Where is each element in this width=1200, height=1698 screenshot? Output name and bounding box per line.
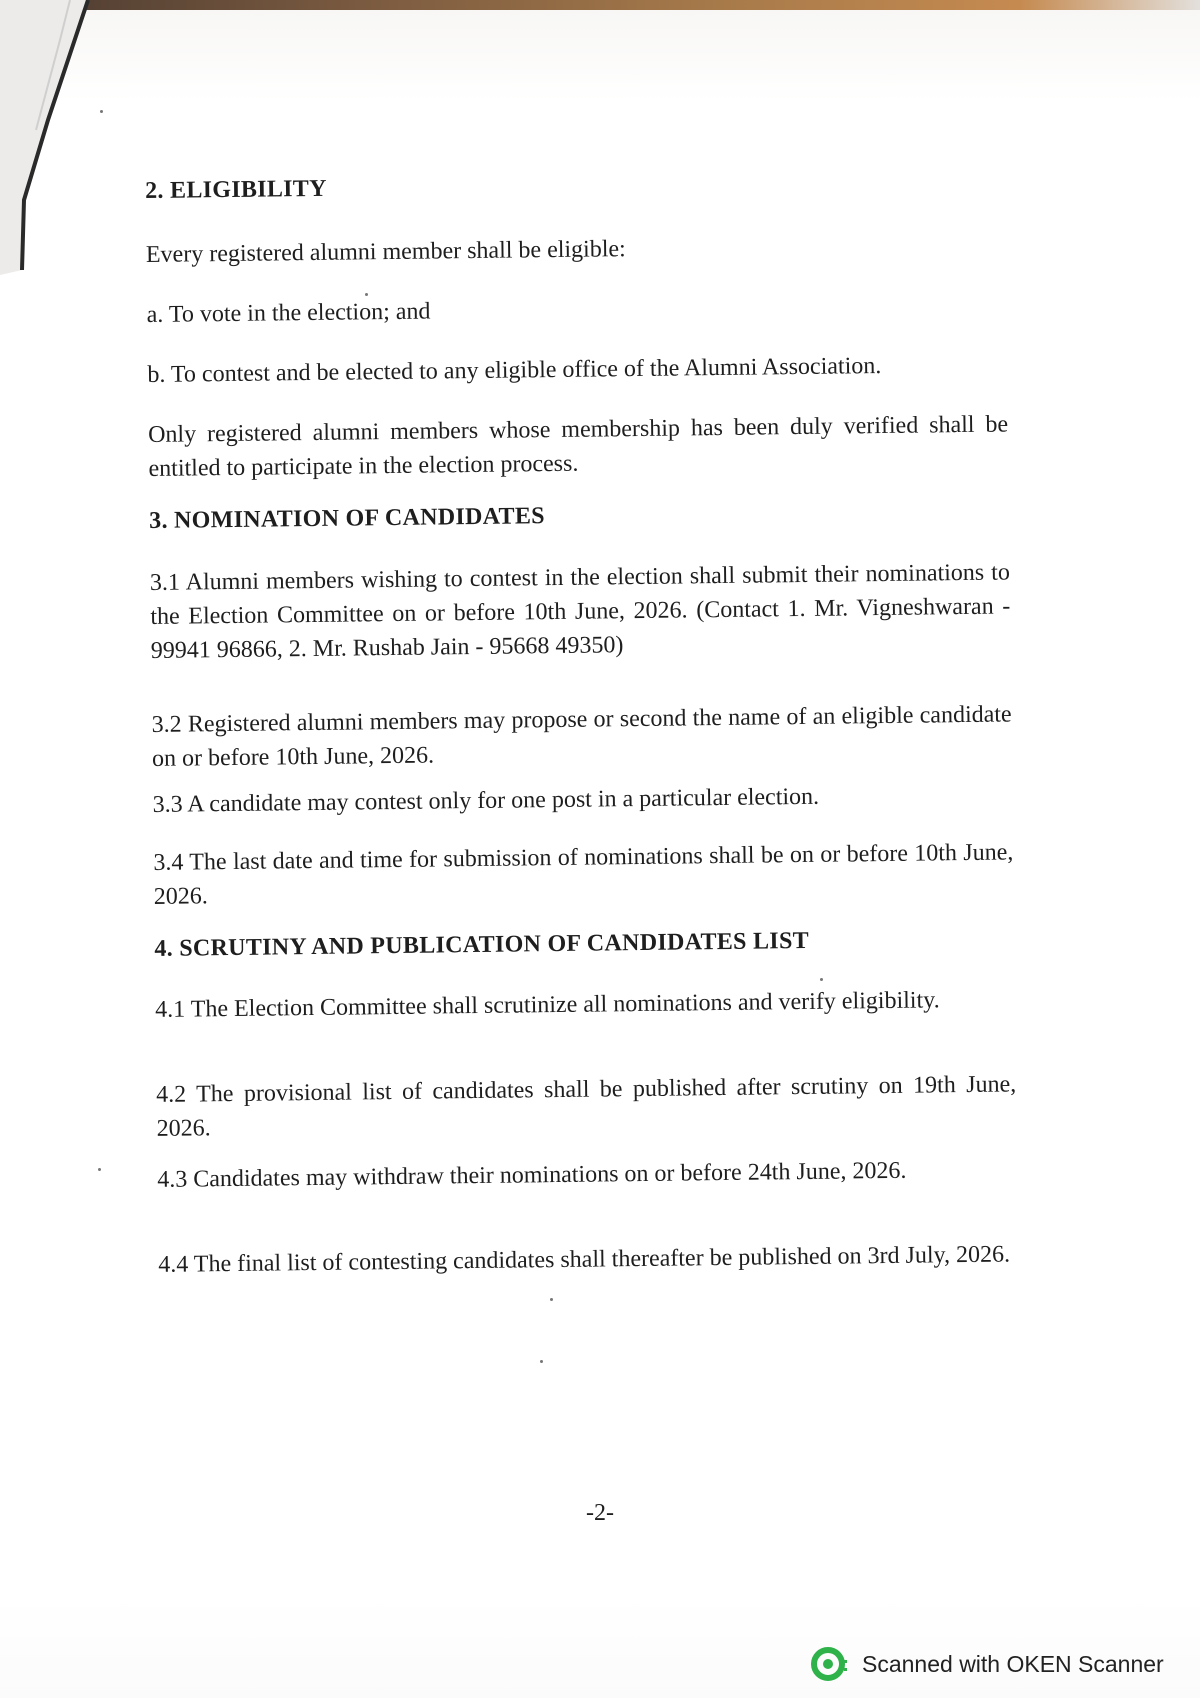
scan-speck — [540, 1360, 543, 1363]
scan-speck — [98, 1168, 101, 1171]
nomination-3-2: 3.2 Registered alumni members may propose or second the name of an eligible candidate on or before 10th June, 2026. — [151, 701, 1012, 772]
scanner-label: Scanned with OKEN Scanner — [862, 1650, 1164, 1677]
nomination-3-4: 3.4 The last date and time for submission of nominations shall be on or before 10th June, 2026. — [153, 839, 1014, 910]
eligibility-intro: Every registered alumni member shall be eligible: — [145, 236, 626, 268]
eligibility-item-b: b. To contest and be elected to any eligible office of the Alumni Association. — [147, 353, 882, 388]
scan-speck — [550, 1298, 553, 1301]
eligibility-note: Only registered alumni members whose membership has been duly verified shall be entitled to participate in the election process. — [147, 411, 1009, 482]
left-edge-fold — [0, 0, 120, 300]
oken-scanner-logo-icon — [810, 1644, 850, 1684]
scan-speck — [820, 978, 823, 981]
nomination-3-3: 3.3 A candidate may contest only for one post in a particular election. — [152, 783, 820, 818]
scanner-watermark — [810, 1644, 1164, 1684]
page-number: -2- — [586, 1500, 614, 1526]
section-4-heading: 4. SCRUTINY AND PUBLICATION OF CANDIDATES LIST — [154, 927, 810, 962]
scrutiny-4-3: 4.3 Candidates may withdraw their nominations on or before 24th June, 2026. — [157, 1157, 907, 1193]
scrutiny-4-1: 4.1 The Election Committee shall scrutinize all nominations and verify eligibility. — [155, 987, 940, 1023]
section-3-heading: 3. NOMINATION OF CANDIDATES — [149, 503, 546, 534]
scrutiny-4-4: 4.4 The final list of contesting candidates shall thereafter be published on 3rd July, 2026. — [158, 1241, 1011, 1278]
document-body — [145, 167, 1025, 1278]
top-edge-shadow — [0, 0, 1200, 10]
scrutiny-4-2: 4.2 The provisional list of candidates shall be published after scrutiny on 19th June, 2026. — [156, 1071, 1017, 1142]
eligibility-item-a: a. To vote in the election; and — [146, 298, 431, 328]
nomination-3-1: 3.1 Alumni members wishing to contest in the election shall submit their nominations to the Election Committee on or before 10th June, 2026. (Contact 1. Mr. Vigneshwaran - 99941 96866, 2. Mr. Rushab Jain - 95668 49350) — [149, 559, 1011, 664]
scan-speck — [100, 110, 103, 113]
section-2-heading: 2. ELIGIBILITY — [145, 175, 327, 204]
